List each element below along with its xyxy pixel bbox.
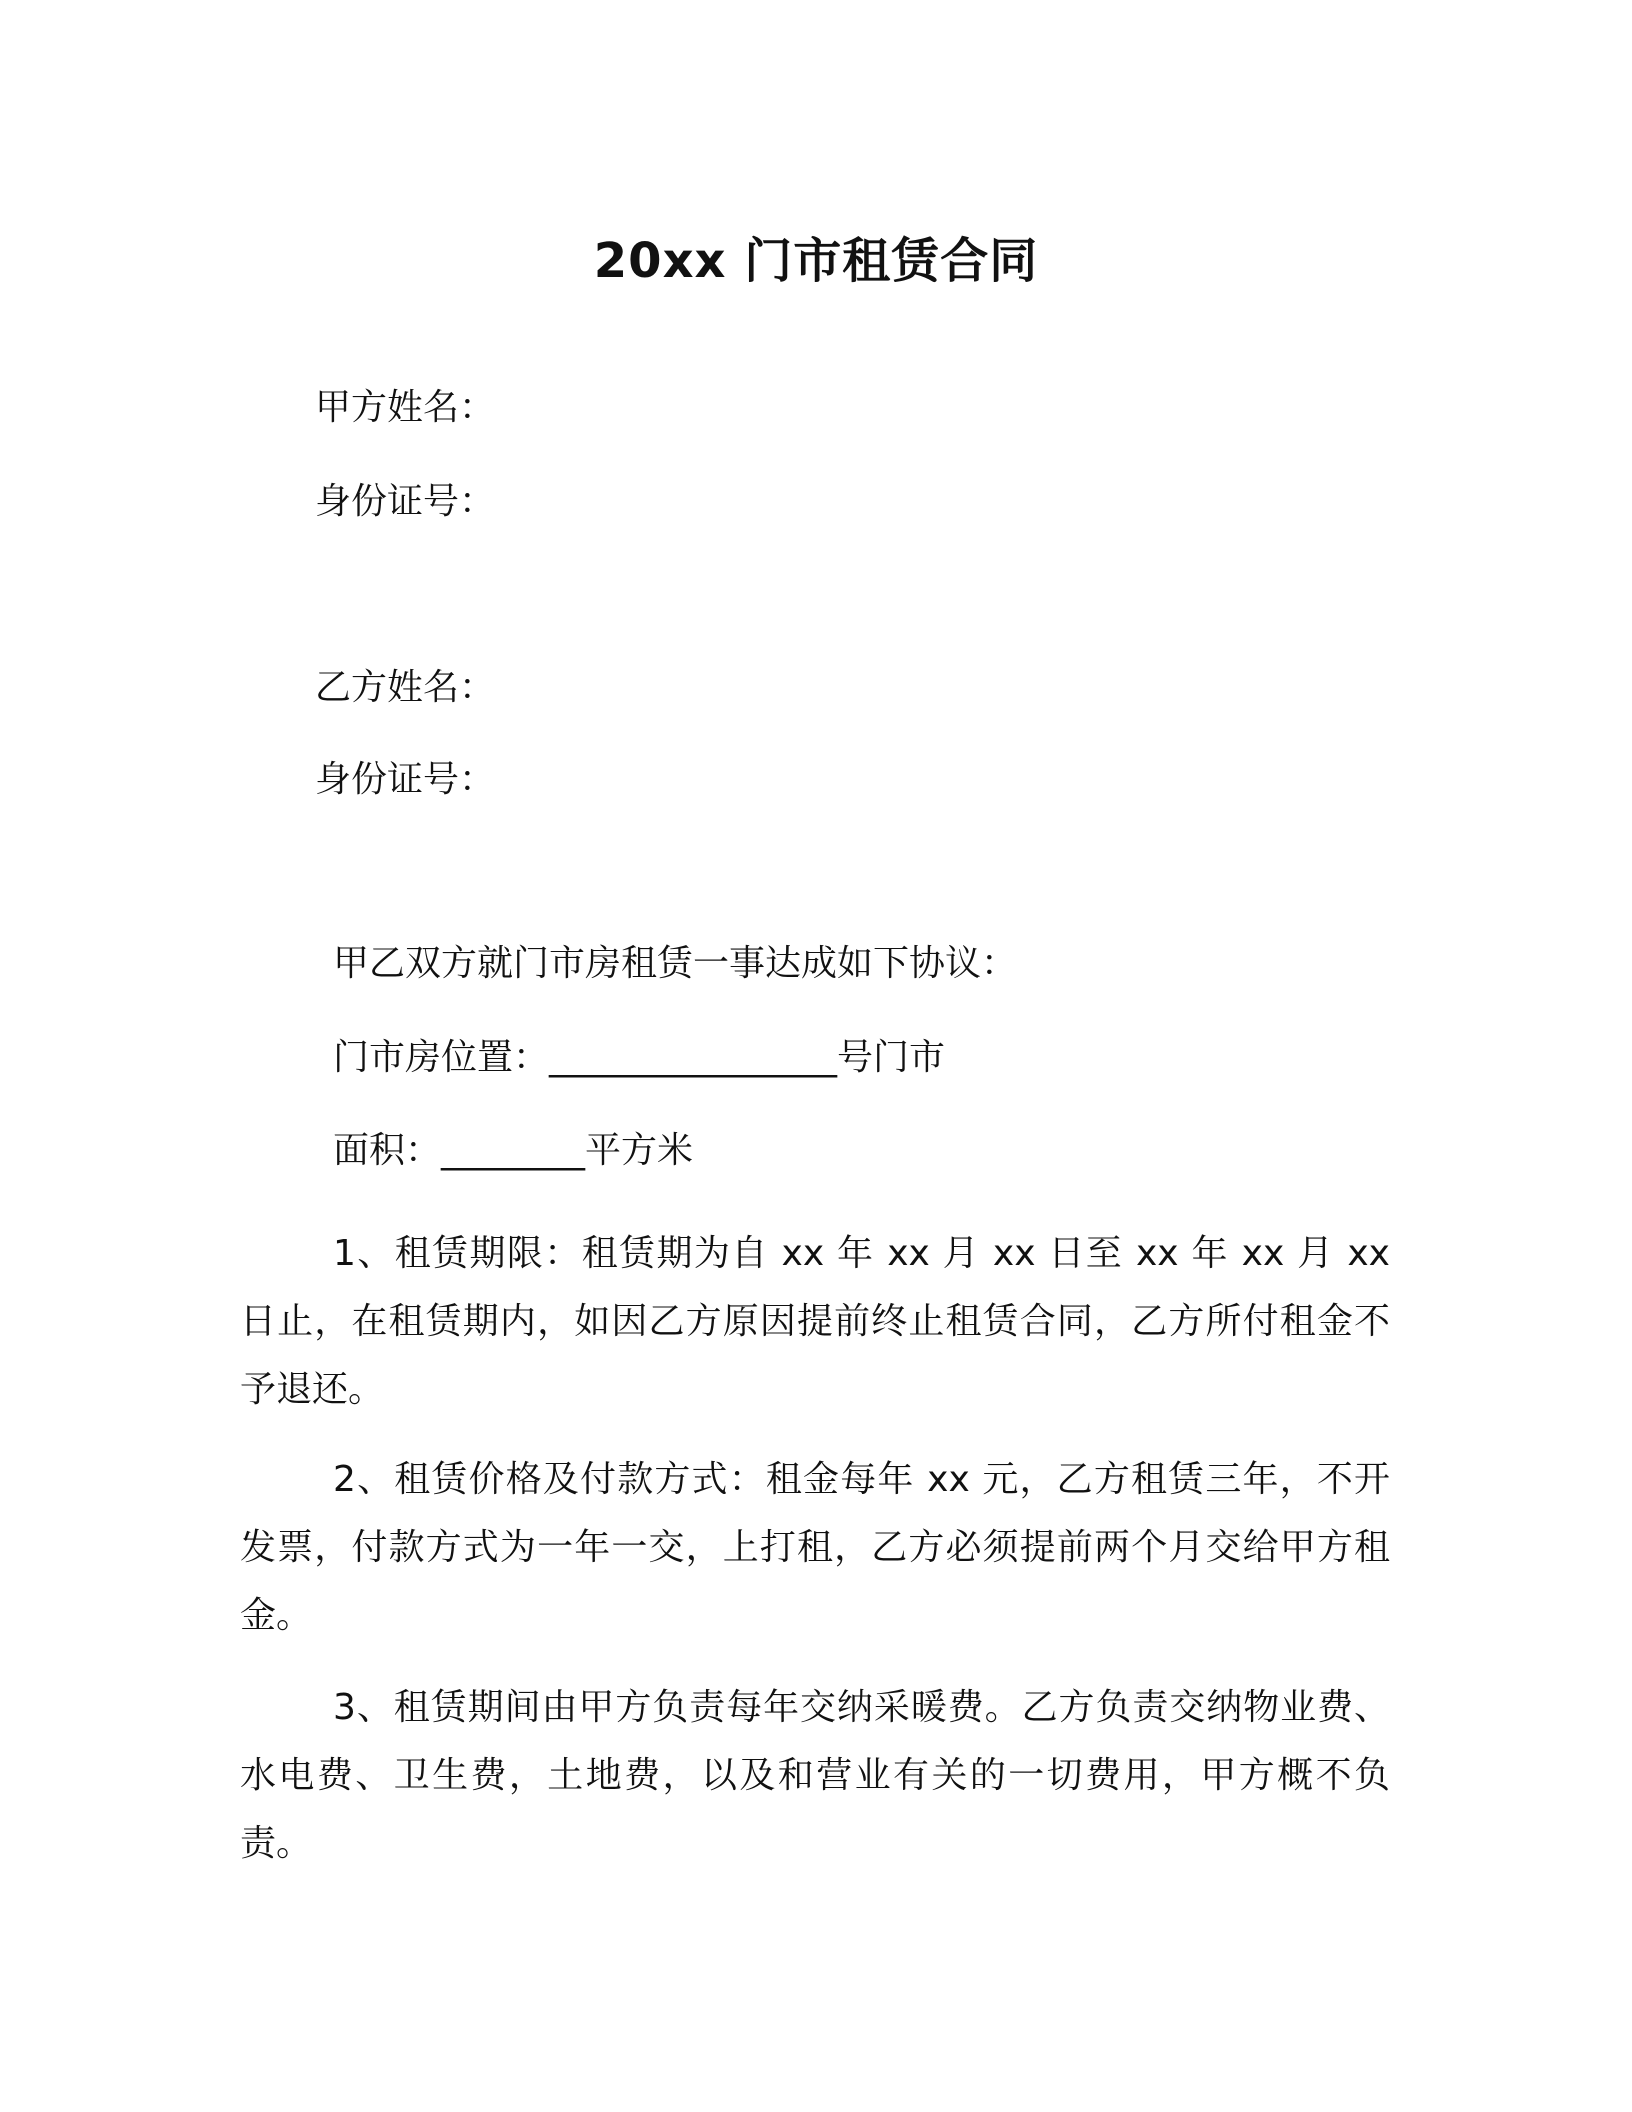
clause-3-fees: 3、租赁期间由甲方负责每年交纳采暖费。乙方负责交纳物业费、水电费、卫生费，土地费，以及和营业有关的一切费用，甲方概不负责。 bbox=[240, 1687, 1390, 1864]
party-b-id-label: 身份证号： bbox=[315, 759, 496, 800]
party-a-name-label: 甲方姓名： bbox=[315, 387, 496, 428]
party-b-name-label: 乙方姓名： bbox=[315, 667, 496, 708]
party-a-id-label: 身份证号： bbox=[315, 481, 496, 522]
location-line: 门市房位置：________________号门市 bbox=[333, 1037, 946, 1078]
clause-2-price-payment: 2、租赁价格及付款方式：租金每年 xx 元，乙方租赁三年，不开发票，付款方式为一年一交，上打租，乙方必须提前两个月交给甲方租金。 bbox=[240, 1459, 1390, 1636]
agreement-intro: 甲乙双方就门市房租赁一事达成如下协议： bbox=[333, 943, 1018, 984]
document-title: 20xx 门市租赁合同 bbox=[593, 233, 1039, 289]
clause-1-lease-term: 1、租赁期限：租赁期为自 xx 年 xx 月 xx 日至 xx 年 xx 月 xx 日止，在租赁期内，如因乙方原因提前终止租赁合同，乙方所付租金不予退还。 bbox=[240, 1233, 1390, 1410]
area-line: 面积：________平方米 bbox=[333, 1130, 694, 1171]
